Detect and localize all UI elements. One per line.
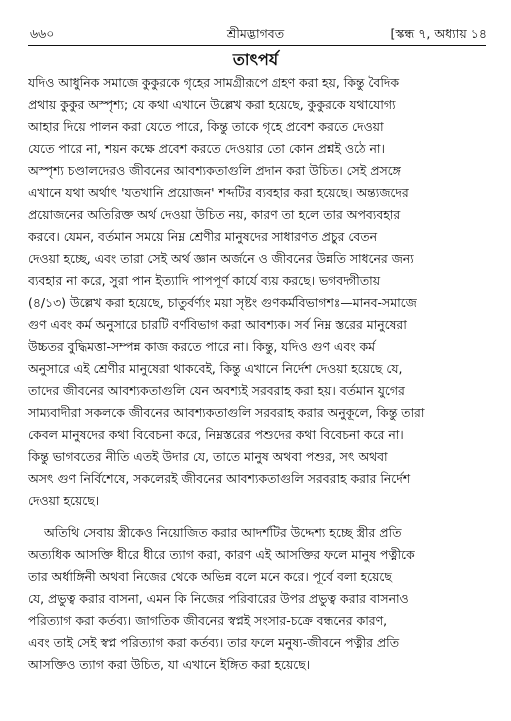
text-line: অতিথি সেবায় স্ত্রীকেও নিয়োজিত করার আদর্শটির উদ্দেশ্য হচ্ছে স্ত্রীর প্রতি bbox=[44, 525, 402, 540]
text-line: আসক্তিও ত্যাগ করা উচিত, যা এখানে ইঙ্গিত করা হয়েছে। bbox=[28, 657, 311, 672]
text-line: (৪/১৩) উল্লেখ করা হয়েছে, চাতুর্বর্ণ্যং ময়া সৃষ্টং গুণকর্মবিভাগশঃ—মানব-সমাজে bbox=[28, 295, 417, 310]
running-title: শ্রীমদ্ভাগবত bbox=[226, 26, 285, 41]
section-heading: তাৎপর্য bbox=[232, 50, 279, 69]
text-line: কেবল মানুষদের কথা বিবেচনা করে, নিম্নস্তরের পশুদের কথা বিবেচনা করে না। bbox=[28, 427, 404, 442]
text-line: উচ্চতর বুদ্ধিমত্তা-সম্পন্ন কাজ করতে পারে না। কিন্তু, যদিও গুণ এবং কর্ম bbox=[28, 339, 376, 354]
text-line: যে, প্রভুত্ব করার বাসনা, এমন কি নিজের পরিবারের উপর প্রভুত্ব করার বাসনাও bbox=[28, 591, 409, 606]
text-line: সাম্যবাদীরা সকলকে জীবনের আবশ্যকতাগুলি সরবরাহ করার অনুকূলে, কিন্তু তারা bbox=[28, 405, 425, 420]
text-line: গুণ এবং কর্ম অনুসারে চারটি বর্ণবিভাগ করা আবশ্যক। সর্ব নিম্ন স্তরের মানুষেরা bbox=[28, 317, 407, 332]
text-line: এখানে যথা অর্থাৎ 'যতখানি প্রয়োজন' শব্দটির ব্যবহার করা হয়েছে। অন্ত্যজদের bbox=[28, 185, 409, 200]
text-line: প্রয়োজনের অতিরিক্ত অর্থ দেওয়া উচিত নয়, কারণ তা হলে তার অপব্যবহার bbox=[28, 207, 401, 222]
text-line: তাদের জীবনের আবশ্যকতাগুলি যেন অবশ্যই সরবরাহ করা হয়। বর্তমান যুগের bbox=[28, 383, 405, 398]
text-line: অস্পৃশ্য চণ্ডালদেরও জীবনের আবশ্যকতাগুলি প্রদান করা উচিত। সেই প্রসঙ্গে bbox=[28, 163, 401, 178]
header-rule bbox=[28, 45, 486, 46]
text-line: দেওয়া হচ্ছে, এবং তারা সেই অর্থ জ্ঞান অর্জনে ও জীবনের উন্নতি সাধনের জন্য bbox=[28, 251, 414, 266]
text-line: পরিত্যাগ করা কর্তব্য। জাগতিক জীবনের স্বপ্নই সংসার-চক্রে বন্ধনের কারণ, bbox=[28, 613, 388, 628]
text-line: কিন্তু ভাগবতের নীতি এতই উদার যে, তাতে মানুষ অথবা পশুর, সৎ অথবা bbox=[28, 449, 388, 464]
text-line: ব্যবহার না করে, সুরা পান ইত্যাদি পাপপূর্ণ কার্যে ব্যয় করছে। ভগবদ্গীতায় bbox=[28, 273, 381, 288]
text-line: যদিও আধুনিক সমাজে কুকুরকে গৃহের সামগ্রীরূপে গ্রহণ করা হয়, কিন্তু বৈদিক bbox=[28, 75, 400, 90]
text-line: অসৎ গুণ নির্বিশেষে, সকলেরই জীবনের আবশ্যকতাগুলি সরবরাহ করার নির্দেশ bbox=[28, 471, 411, 486]
text-line: প্রথায় কুকুর অস্পৃশ্য; যে কথা এখানে উল্লেখ করা হয়েছে, কুকুরকে যথাযোগ্য bbox=[28, 97, 396, 112]
text-line: তার অর্ধাঙ্গিনী অথবা নিজের থেকে অভিন্ন বলে মনে করে। পূর্বে বলা হয়েছে bbox=[28, 569, 392, 584]
text-line: এবং তাই সেই স্বপ্ন পরিত্যাগ করা কর্তব্য। তার ফলে মনুষ্য-জীবনে পত্নীর প্রতি bbox=[28, 635, 399, 650]
text-line: যেতে পারে না, শয়ন কক্ষে প্রবেশ করতে দেওয়ার তো কোন প্রশ্নই ওঠে না। bbox=[28, 141, 385, 156]
text-line: অনুসারে এই শ্রেণীর মানুষেরা থাকবেই, কিন্তু এখানে নির্দেশ দেওয়া হয়েছে যে, bbox=[28, 361, 403, 376]
text-line: দেওয়া হয়েছে। bbox=[28, 493, 100, 508]
text-line: অত্যধিক আসক্তি ধীরে ধীরে ত্যাগ করা, কারণ এই আসক্তির ফলে মানুষ পত্নীকে bbox=[28, 547, 415, 562]
text-line: করবে। যেমন, বর্তমান সময়ে নিম্ন শ্রেণীর মানুষদের সাধারণত প্রচুর বেতন bbox=[28, 229, 377, 244]
page-number: ৬৬০ bbox=[30, 26, 55, 41]
section-reference: [স্কন্ধ ৭, অধ্যায় ১৪ bbox=[390, 26, 487, 41]
text-line: আহার দিয়ে পালন করা যেতে পারে, কিন্তু তাকে গৃহে প্রবেশ করতে দেওয়া bbox=[28, 119, 384, 134]
